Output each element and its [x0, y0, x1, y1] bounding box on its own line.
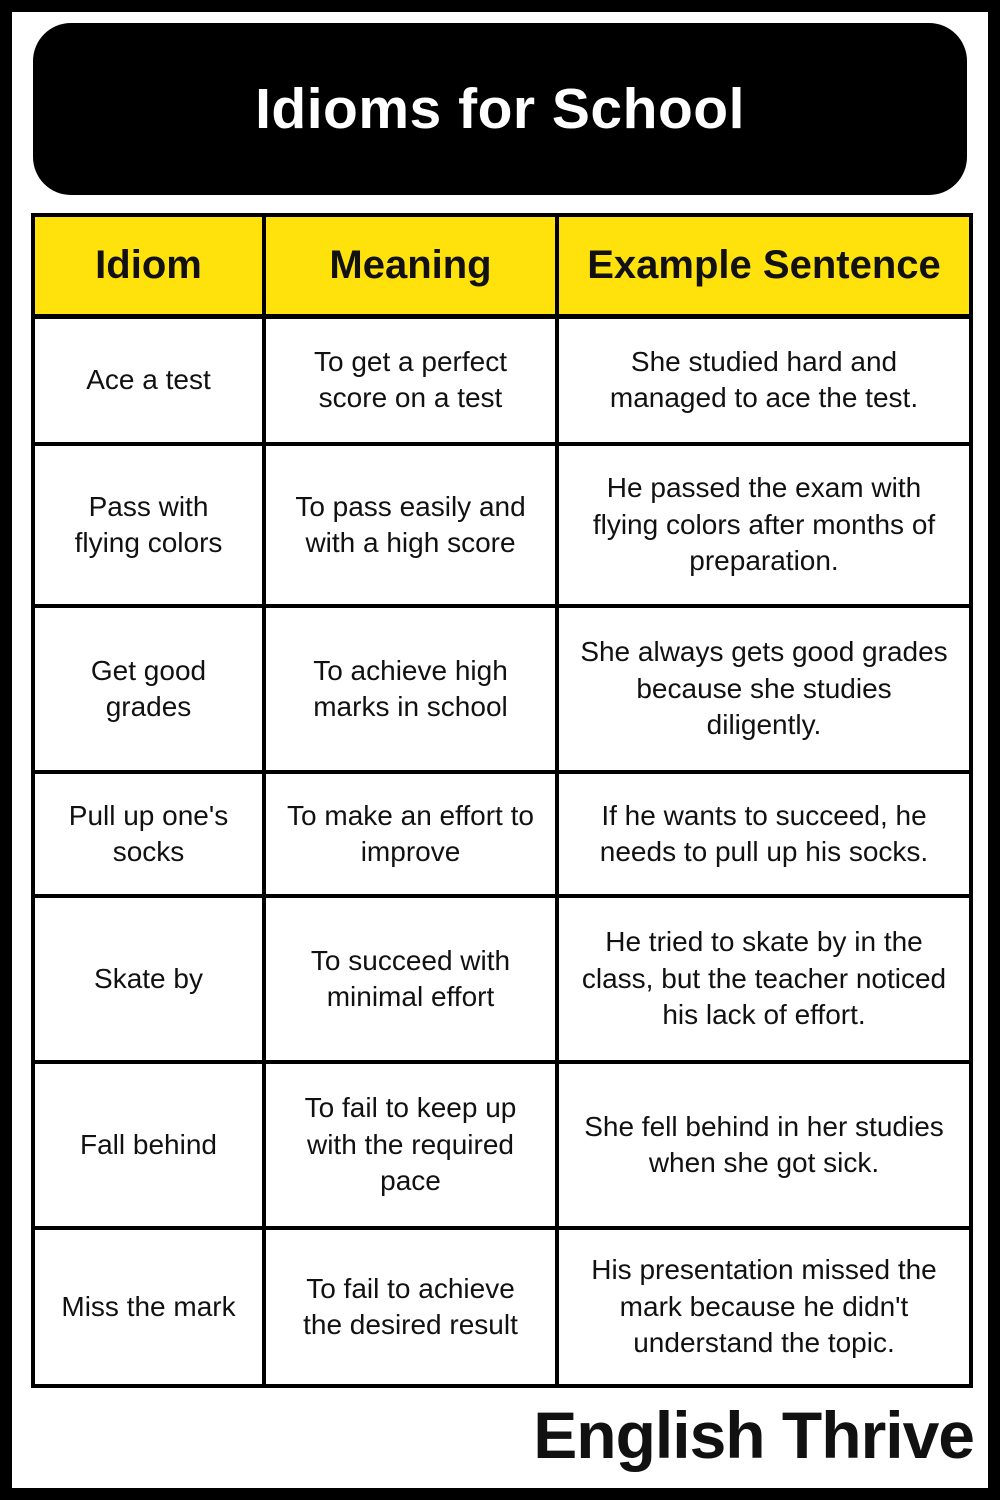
example-cell: His presentation missed the mark because he didn't understand the topic. — [557, 1228, 971, 1386]
example-cell: She always gets good grades because she studies diligently. — [557, 606, 971, 772]
idiom-cell: Miss the mark — [33, 1228, 264, 1386]
header-row — [33, 215, 971, 316]
brand-name: English Thrive — [533, 1398, 974, 1472]
table-row — [33, 606, 971, 772]
meaning-cell: To make an effort to improve — [264, 772, 557, 896]
title-banner — [33, 23, 967, 195]
example-cell: She fell behind in her studies when she got sick. — [557, 1062, 971, 1228]
table-row — [33, 1228, 971, 1386]
column-header-meaning: Meaning — [264, 215, 557, 316]
example-cell: If he wants to succeed, he needs to pull up his socks. — [557, 772, 971, 896]
table-row — [33, 444, 971, 606]
idiom-cell: Skate by — [33, 896, 264, 1062]
table-row — [33, 772, 971, 896]
meaning-cell: To fail to keep up with the required pace — [264, 1062, 557, 1228]
footer — [12, 1388, 988, 1482]
page-title: Idioms for School — [255, 77, 745, 141]
idiom-cell: Fall behind — [33, 1062, 264, 1228]
meaning-cell: To get a perfect score on a test — [264, 316, 557, 444]
meaning-cell: To succeed with minimal effort — [264, 896, 557, 1062]
meaning-cell: To fail to achieve the desired result — [264, 1228, 557, 1386]
example-cell: She studied hard and managed to ace the test. — [557, 316, 971, 444]
column-header-idiom: Idiom — [33, 215, 264, 316]
example-cell: He tried to skate by in the class, but the teacher noticed his lack of effort. — [557, 896, 971, 1062]
table-row — [33, 1062, 971, 1228]
meaning-cell: To pass easily and with a high score — [264, 444, 557, 606]
idiom-cell: Ace a test — [33, 316, 264, 444]
idioms-table — [31, 213, 973, 1388]
idiom-cell: Get good grades — [33, 606, 264, 772]
example-cell: He passed the exam with flying colors after months of preparation. — [557, 444, 971, 606]
idiom-cell: Pass with flying colors — [33, 444, 264, 606]
column-header-example: Example Sentence — [557, 215, 971, 316]
table-row — [33, 316, 971, 444]
meaning-cell: To achieve high marks in school — [264, 606, 557, 772]
idiom-cell: Pull up one's socks — [33, 772, 264, 896]
table-row — [33, 896, 971, 1062]
